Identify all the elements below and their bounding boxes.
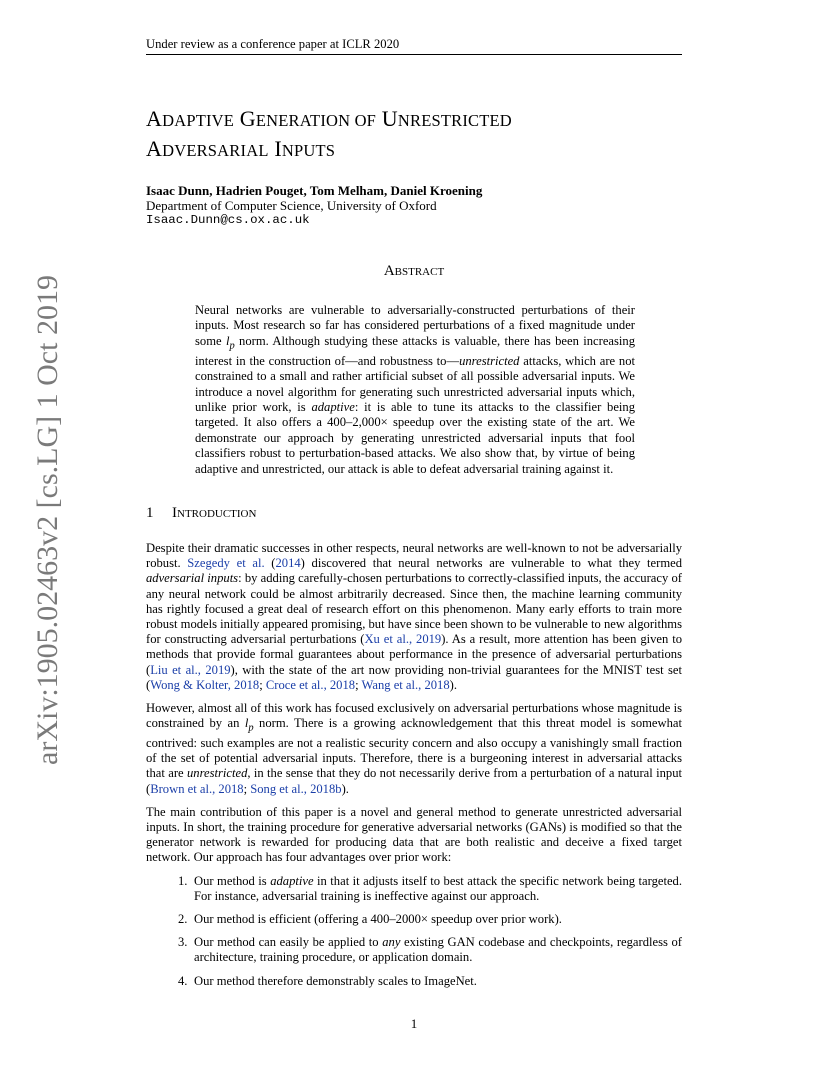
citation-link[interactable]: Croce et al., 2018: [265, 677, 356, 692]
title-line-1: [146, 105, 706, 135]
paper-title: [146, 105, 706, 165]
title-word-rest: NPUTS: [281, 141, 336, 160]
abstract-heading: Abstract: [383, 263, 445, 279]
text-run: ).: [449, 677, 457, 692]
text-run: : by adding carefully-chosen perturbations to correctly-classified inputs, the accuracy of any neural network could be almost arbitrarily decreased. Since then, the machine learning community has rightly focused a great deal of research effort on this phenomenon. Many early efforts to train more robust models initially appeared promising, but have since been shown to be vulnerable to new algorithms for constructing adversarial perturbations (: [146, 571, 682, 647]
abstract-part: attacks, which are not constrained to a small and rather artificial subset of all possible adversarial inputs. We introduce a novel algorithm for generating such unrestricted adversarial inputs which, unlike prior work, is: [195, 353, 635, 414]
author-email[interactable]: Isaac.Dunn@cs.ox.ac.uk: [146, 213, 310, 227]
text-run: norm. There is a growing acknowledgement that this threat model is somewhat contrived: such examples are not a realistic security concern and also occupy a vanishingly small fraction of the set of potential adversarial inputs. Therefore, there is a burgeoning interest in adversarial attacks that are: [146, 716, 682, 781]
section-title: Introduction: [172, 505, 257, 521]
section-number: 1: [146, 505, 154, 521]
lp-symbol: l: [244, 716, 249, 731]
title-word-initial: A: [146, 136, 163, 161]
title-line-2: [146, 135, 706, 165]
page-number: 1: [410, 1016, 418, 1031]
text-run: ) discovered that neural networks are vulnerable to what they termed: [300, 556, 682, 571]
title-word-rest: DAPTIVE: [162, 111, 235, 130]
title-word-rest: ENERATION OF: [255, 111, 377, 130]
lp-subscript: p: [229, 340, 235, 352]
abstract-emphasis: adaptive: [311, 399, 355, 414]
title-word-initial: U: [381, 106, 398, 131]
title-word-rest: NRESTRICTED: [397, 111, 512, 130]
body-text: [146, 541, 682, 997]
text-run: ;: [243, 781, 251, 796]
intro-paragraph-2: [146, 701, 682, 797]
text-run: (: [264, 556, 276, 571]
text-run: Our method therefore demonstrably scales to ImageNet.: [194, 973, 477, 988]
list-number: 3.: [178, 935, 188, 950]
text-run: Our method is: [194, 873, 271, 888]
citation-link[interactable]: 2014: [275, 556, 301, 571]
abstract-part: Neural networks are vulnerable to adversarially-constructed perturbations of their inputs. Most research so far has considered perturbations of a fixed magnitude under some: [195, 303, 635, 348]
abstract-part: norm. Although studying these attacks is valuable, there has been increasing interest in the construction of—and robustness to—: [195, 333, 635, 368]
text-run: existing GAN codebase and checkpoints, regardless of architecture, training procedure, or application domain.: [194, 935, 682, 965]
abstract-text: [195, 303, 635, 477]
abstract-emphasis: unrestricted: [459, 353, 520, 368]
author-affiliation: Department of Computer Science, University of Oxford: [146, 198, 437, 213]
text-run: ;: [259, 677, 266, 692]
text-run: Our method can easily be applied to: [194, 935, 383, 950]
list-number: 1.: [178, 873, 188, 888]
text-run: ), with the state of the art now providing non-trivial guarantees for the MNIST test set (: [146, 662, 682, 692]
text-run: Despite their dramatic successes in other respects, neural networks are well-known to not be adversarially robust.: [146, 541, 682, 571]
intro-paragraph-3: The main contribution of this paper is a novel and general method to generate unrestricted adversarial inputs. In short, the training procedure for generative adversarial networks (GANs) is modified so that the generator network is rewarded for producing data that are both realistic and deceive a fixed target network. Our approach has four advantages over prior work:: [146, 804, 682, 865]
citation-link[interactable]: Wong & Kolter, 2018: [150, 677, 260, 692]
running-header: Under review as a conference paper at ICLR 2020: [146, 36, 682, 55]
list-item: [146, 935, 682, 965]
lp-subscript: p: [248, 722, 254, 734]
text-run: , in the sense that they do not necessarily derive from a perturbation of a natural input (: [146, 766, 682, 796]
list-item: [146, 874, 682, 904]
title-word-initial: A: [146, 106, 163, 131]
title-word-rest: DVERSARIAL: [162, 141, 269, 160]
lp-symbol: l: [225, 333, 230, 348]
text-run: ). As a result, more attention has been given to methods that provide formal guarantees about performance in the presence of adversarial perturbations (: [146, 632, 683, 677]
citation-link[interactable]: Wang et al., 2018: [361, 677, 450, 692]
list-number: 4.: [178, 973, 188, 988]
intro-paragraph-1: [146, 541, 682, 693]
text-run: ;: [355, 677, 362, 692]
citation-link[interactable]: Liu et al., 2019: [150, 662, 231, 677]
text-run: ).: [341, 781, 349, 796]
list-item: [146, 974, 682, 989]
text-run: However, almost all of this work has focused exclusively on adversarial perturbations whose magnitude is constrained by an: [146, 701, 682, 731]
text-run: in that it adjusts itself to best attack the specific network being targeted. For instance, adversarial training is ineffective against our approach.: [194, 873, 682, 903]
citation-link[interactable]: Brown et al., 2018: [150, 781, 244, 796]
text-emphasis: unrestricted: [186, 766, 248, 781]
list-item: [146, 912, 682, 927]
citation-link[interactable]: Szegedy et al.: [187, 556, 265, 571]
text-run: Our method is efficient (offering a 400–2000× speedup over prior work).: [194, 911, 562, 926]
citation-link[interactable]: Xu et al., 2019: [364, 632, 442, 647]
list-number: 2.: [178, 911, 188, 926]
text-emphasis: adaptive: [270, 873, 314, 888]
advantages-list: [146, 874, 682, 989]
title-word-initial: I: [274, 136, 282, 161]
text-emphasis: adversarial inputs: [146, 571, 239, 586]
abstract-part: : it is able to tune its attacks to the classifier being targeted. It also offers a 400–2,000× speedup over the existing state of the art. We demonstrate our approach by generating unrestricted adversarial inputs that fool classifiers robust to perturbation-based attacks. We also show that, by virtue of being adaptive and unrestricted, our attack is able to defeat adversarial training against it.: [195, 399, 636, 476]
citation-link[interactable]: Song et al., 2018b: [250, 781, 342, 796]
text-emphasis: any: [382, 935, 401, 950]
title-word-initial: G: [239, 106, 256, 131]
section-heading: [146, 505, 256, 522]
arxiv-identifier: arXiv:1905.02463v2 [cs.LG] 1 Oct 2019: [31, 275, 64, 765]
author-names: Isaac Dunn, Hadrien Pouget, Tom Melham, Daniel Kroening: [146, 183, 483, 198]
author-block: [146, 183, 682, 228]
